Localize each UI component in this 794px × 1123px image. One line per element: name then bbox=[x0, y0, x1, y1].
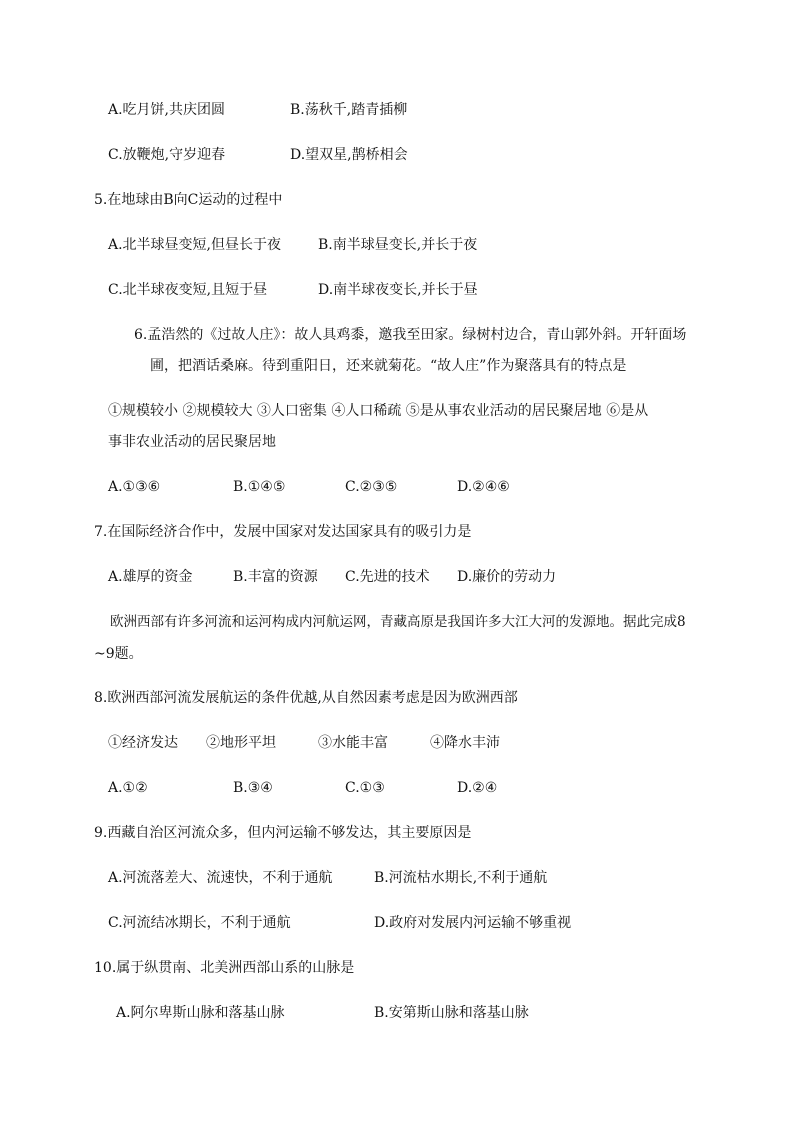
q8-option-d: D.②④ bbox=[457, 780, 498, 796]
q7-option-a: A.雄厚的资金 bbox=[108, 569, 193, 585]
q8-option-b: B.③④ bbox=[233, 780, 273, 796]
q9-option-a: A.河流落差大、流速快，不利于通航 bbox=[108, 870, 333, 886]
passage-line2: ~9题。 bbox=[94, 646, 143, 662]
q6-option-d: D.②④⑥ bbox=[457, 479, 510, 495]
q6-stem-line2: 圃，把酒话桑麻。待到重阳日，还来就菊花。“故人庄”作为聚落具有的特点是 bbox=[150, 358, 627, 374]
passage-line1: 欧洲西部有许多河流和运河构成内河航运网，青藏高原是我国许多大江大河的发源地。据此完成8 bbox=[110, 614, 686, 630]
q5-option-c: C.北半球夜变短,且短于昼 bbox=[108, 282, 268, 298]
q8-option-c: C.①③ bbox=[345, 780, 385, 796]
q4-option-c: C.放鞭炮,守岁迎春 bbox=[108, 147, 226, 163]
q7-option-c: C.先进的技术 bbox=[345, 569, 430, 585]
q5-option-a: A.北半球昼变短,但昼长于夜 bbox=[108, 237, 282, 253]
q8-item-3: ③水能丰富 bbox=[318, 735, 388, 751]
q5-stem: 5.在地球由B向C运动的过程中 bbox=[94, 192, 283, 208]
q6-option-a: A.①③⑥ bbox=[108, 479, 161, 495]
q6-option-b: B.①④⑤ bbox=[233, 479, 286, 495]
q6-stem-line1: 6.孟浩然的《过故人庄》：故人具鸡黍，邀我至田家。绿树村边合，青山郭外斜。开轩面场 bbox=[134, 327, 687, 343]
q9-option-c: C.河流结冰期长，不利于通航 bbox=[108, 915, 291, 931]
q7-option-d: D.廉价的劳动力 bbox=[457, 569, 557, 585]
q4-option-d: D.望双星,鹊桥相会 bbox=[290, 147, 408, 163]
q10-stem: 10.属于纵贯南、北美洲西部山系的山脉是 bbox=[94, 960, 355, 976]
q8-stem: 8.欧洲西部河流发展航运的条件优越,从自然因素考虑是因为欧洲西部 bbox=[94, 690, 518, 706]
q5-option-b: B.南半球昼变长,并长于夜 bbox=[318, 237, 478, 253]
q9-option-b: B.河流枯水期长,不利于通航 bbox=[374, 870, 548, 886]
q9-stem: 9.西藏自治区河流众多，但内河运输不够发达，其主要原因是 bbox=[94, 825, 472, 841]
q6-option-c: C.②③⑤ bbox=[345, 479, 398, 495]
q10-option-b: B.安第斯山脉和落基山脉 bbox=[374, 1005, 529, 1021]
q8-item-2: ②地形平坦 bbox=[206, 735, 276, 751]
q8-item-1: ①经济发达 bbox=[108, 735, 178, 751]
q4-option-a: A.吃月饼,共庆团圆 bbox=[108, 102, 226, 118]
q8-option-a: A.①② bbox=[108, 780, 148, 796]
q6-items-line2: 事非农业活动的居民聚居地 bbox=[108, 434, 276, 450]
q6-items-line1: ①规模较小 ②规模较大 ③人口密集 ④人口稀疏 ⑤是从事农业活动的居民聚居地 ⑥是从 bbox=[108, 403, 649, 419]
q5-option-d: D.南半球夜变长,并长于昼 bbox=[318, 282, 478, 298]
q4-option-b: B.荡秋千,踏青插柳 bbox=[290, 102, 408, 118]
q8-item-4: ④降水丰沛 bbox=[430, 735, 500, 751]
q7-stem: 7.在国际经济合作中，发展中国家对发达国家具有的吸引力是 bbox=[94, 524, 472, 540]
q9-option-d: D.政府对发展内河运输不够重视 bbox=[374, 915, 572, 931]
q10-option-a: A.阿尔卑斯山脉和落基山脉 bbox=[116, 1005, 285, 1021]
q7-option-b: B.丰富的资源 bbox=[233, 569, 318, 585]
